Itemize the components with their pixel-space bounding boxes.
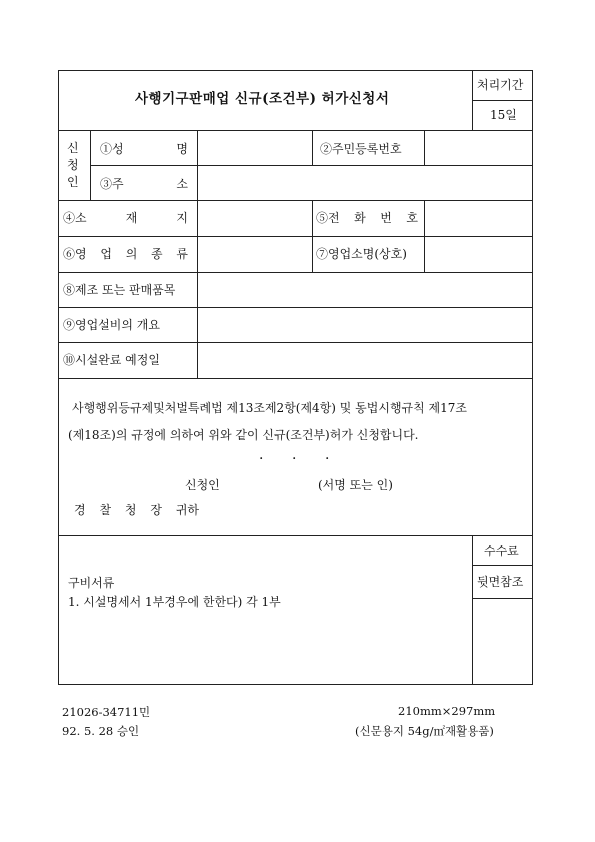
phone-field[interactable] — [426, 202, 531, 234]
rule — [197, 130, 198, 378]
business-name-label: ⑦영업소명(상호) — [316, 247, 407, 261]
rule — [424, 130, 425, 165]
business-type-field[interactable] — [199, 238, 310, 270]
paper-type: (신문용지 54g/㎡재활용품) — [355, 724, 494, 738]
rule — [58, 130, 533, 131]
completion-date-label: ⑩시설완료 예정일 — [63, 353, 160, 367]
statement-line1: 사행행위등규제및처벌특례법 제13조제2항(제4항) 및 동법시행규칙 제17조 — [72, 401, 468, 415]
applicant-group-label: 신 — [67, 141, 79, 155]
recipient-part: 찰 — [99, 503, 112, 517]
name-label-part: 명 — [176, 142, 188, 156]
applicant-group-label: 인 — [67, 175, 79, 189]
resident-number-label: ②주민등록번호 — [320, 142, 402, 156]
date-dot: · — [325, 451, 330, 467]
location-label-part: 재 — [125, 211, 138, 225]
address-label — [100, 178, 188, 190]
approval-date: 92. 5. 28 승인 — [62, 724, 140, 738]
business-type-label-part: 업 — [100, 247, 112, 261]
applicant-signature-field[interactable] — [230, 474, 310, 494]
business-type-label-part: 류 — [176, 247, 188, 261]
location-field[interactable] — [199, 202, 310, 234]
recipient-part: 경 — [74, 503, 86, 517]
rule — [472, 70, 473, 130]
paper-size: 210mm×297mm — [398, 704, 496, 718]
form-title: 사행기구판매업 신규(조건부) 허가신청서 — [135, 91, 390, 107]
completion-date-field[interactable] — [199, 344, 531, 376]
statement-line2: (제18조)의 규정에 의하여 위와 같이 신규(조건부)허가 신청합니다. — [68, 428, 419, 442]
rule — [58, 307, 533, 308]
facilities-label: ⑨영업설비의 개요 — [63, 318, 160, 332]
rule — [90, 165, 533, 166]
documents-title: 구비서류 — [68, 576, 115, 590]
rule — [58, 200, 533, 201]
rule — [58, 535, 533, 536]
rule — [472, 598, 533, 599]
address-label-part: ③주 — [100, 177, 124, 191]
date-dot: · — [292, 451, 297, 467]
fee-label: 수수료 — [484, 544, 519, 558]
recipient-part: 장 — [150, 503, 162, 517]
date-dot: · — [259, 451, 264, 467]
recipient-part: 귀하 — [175, 503, 199, 517]
resident-number-field[interactable] — [426, 132, 531, 163]
rule — [90, 130, 91, 200]
phone-label — [316, 212, 418, 224]
business-type-label-part: ⑥영 — [63, 247, 87, 261]
rule — [312, 130, 313, 165]
products-field[interactable] — [199, 274, 531, 305]
name-label-part: ①성 — [100, 142, 124, 156]
rule — [58, 236, 533, 237]
rule — [472, 535, 473, 685]
business-type-label-part: 의 — [125, 247, 138, 261]
applicant-sign-label: 신청인 — [185, 478, 220, 492]
rule — [312, 200, 313, 272]
location-label-part: 지 — [176, 211, 188, 225]
rule — [58, 342, 533, 343]
phone-label-part: 화 — [354, 211, 366, 225]
rule — [58, 378, 533, 379]
business-type-label — [63, 248, 188, 260]
documents-item: 1. 시설명세서 1부경우에 한한다) 각 1부 — [68, 595, 281, 609]
facilities-field[interactable] — [199, 309, 531, 340]
location-label-part: ④소 — [63, 211, 87, 225]
processing-period-label: 처리기간 — [477, 78, 524, 92]
rule — [58, 272, 533, 273]
address-field[interactable] — [199, 167, 531, 198]
phone-label-part: 호 — [406, 211, 418, 225]
fee-value: 뒷면참조 — [477, 575, 524, 589]
location-label — [63, 212, 188, 224]
signature-note: (서명 또는 인) — [318, 478, 393, 492]
name-field[interactable] — [199, 132, 310, 163]
recipient-part: 청 — [124, 503, 137, 517]
rule — [472, 100, 533, 101]
phone-label-part: ⑤전 — [316, 211, 340, 225]
applicant-group-label: 청 — [67, 158, 79, 172]
address-label-part: 소 — [176, 177, 188, 191]
form-number: 21026-34711민 — [62, 705, 151, 719]
recipient — [74, 504, 199, 516]
rule — [424, 200, 425, 272]
business-name-field[interactable] — [426, 238, 531, 270]
name-label — [100, 143, 188, 155]
rule — [472, 565, 533, 566]
processing-period-value: 15일 — [490, 108, 517, 122]
products-label: ⑧제조 또는 판매품목 — [63, 283, 176, 297]
phone-label-part: 번 — [380, 211, 392, 225]
business-type-label-part: 종 — [151, 247, 163, 261]
